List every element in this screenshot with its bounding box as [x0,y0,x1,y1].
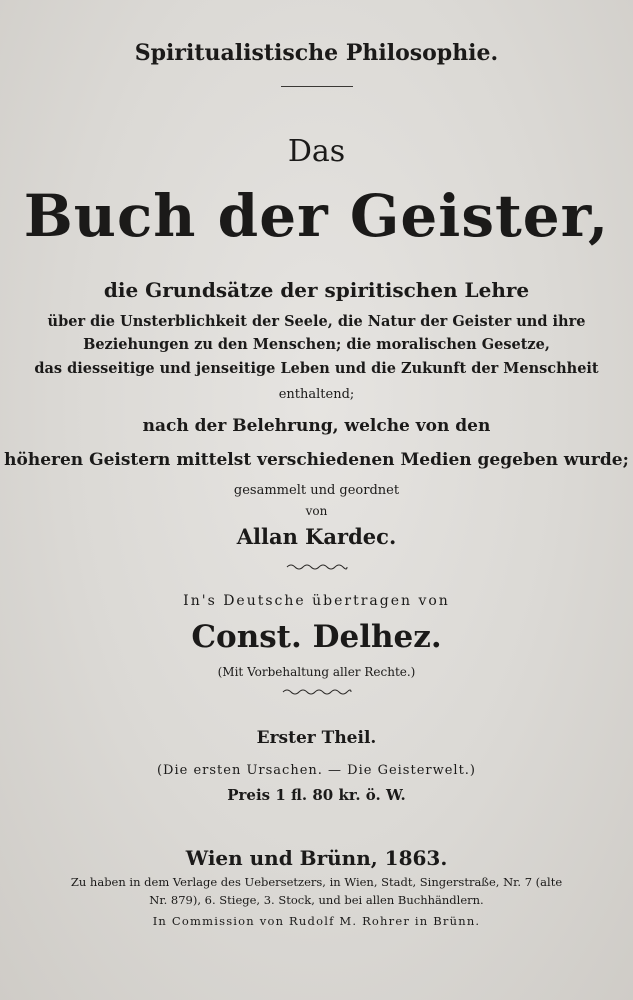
subtitle-line-4: das diesseitige und jenseitige Leben und die Zukunft der Menschheit [34,360,599,377]
part-title: Erster Theil. [256,728,377,748]
subtitle-line-7: höheren Geistern mittelst verschiedenen Medien gegeben wurde; [4,450,629,470]
header-rule [281,86,353,87]
imprint-line-1: Zu haben in dem Verlage des Uebersetzers, in Wien, Stadt, Singerstraße, Nr. 7 (alte [70,875,563,889]
title-article: Das [287,134,346,169]
series-title: Spiritualistische Philosophie. [134,40,499,66]
subtitle-line-5: enthaltend; [278,387,355,402]
subtitle-line-2: über die Unsterblichkeit der Seele, die Natur der Geister und ihre [47,313,586,330]
subtitle-line-8: gesammelt und geordnet [233,483,400,498]
price: Preis 1 fl. 80 kr. ö. W. [227,786,406,804]
rights-notice: (Mit Vorbehaltung aller Rechte.) [217,665,416,679]
translation-line: In's Deutsche übertragen von [183,593,450,609]
imprint-line-3: In Commission von Rudolf M. Rohrer in Brünn. [152,914,481,928]
main-title: Buch der Geister, [23,182,610,250]
subtitle-line-9: von [305,504,328,518]
ornament-divider-2 [281,688,353,696]
subtitle-line-3: Beziehungen zu den Menschen; die moralischen Gesetze, [83,336,550,353]
translator-name: Const. Delhez. [191,619,442,655]
author-name: Allan Kardec. [236,524,397,549]
subtitle-line-6: nach der Belehrung, welche von den [142,416,491,436]
imprint-line-2: Nr. 879), 6. Stiege, 3. Stock, und bei allen Buchhändlern. [149,893,484,907]
part-contents: (Die ersten Ursachen. — Die Geisterwelt.) [156,763,477,778]
subtitle-line-1: die Grundsätze der spiritischen Lehre [103,278,530,302]
ornament-divider [285,563,349,571]
place-year: Wien und Brünn, 1863. [185,846,448,870]
